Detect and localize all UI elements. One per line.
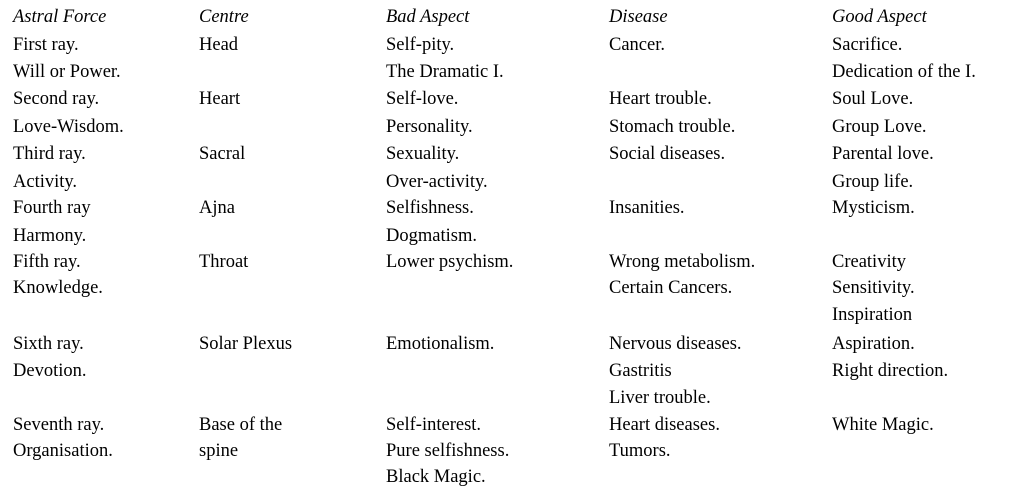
cell-bad-aspect: Self-pity. [386, 35, 455, 55]
cell-good-aspect: Parental love. [832, 144, 934, 164]
cell-disease: Cancer. [609, 35, 665, 55]
cell-bad-aspect: Pure selfishness. [386, 441, 510, 461]
cell-bad-aspect: Emotionalism. [386, 334, 495, 354]
cell-centre: Heart [199, 89, 241, 109]
cell-centre: Ajna [199, 198, 235, 218]
cell-bad-aspect: Self-love. [386, 89, 459, 109]
cell-disease: Gastritis [609, 361, 672, 381]
cell-disease: Wrong metabolism. [609, 252, 756, 272]
cell-disease: Tumors. [609, 441, 671, 461]
cell-disease: Heart trouble. [609, 89, 712, 109]
cell-good-aspect: Right direction. [832, 361, 949, 381]
cell-good-aspect: Sensitivity. [832, 278, 915, 298]
cell-good-aspect: Group Love. [832, 117, 927, 137]
cell-disease: Heart diseases. [609, 415, 720, 435]
cell-disease: Stomach trouble. [609, 117, 736, 137]
header-good-aspect: Good Aspect [832, 7, 927, 27]
cell-astral-force: Fourth ray [13, 198, 91, 218]
cell-good-aspect: Mysticism. [832, 198, 915, 218]
cell-disease: Certain Cancers. [609, 278, 733, 298]
cell-bad-aspect: Self-interest. [386, 415, 482, 435]
cell-bad-aspect: Over-activity. [386, 172, 488, 192]
cell-disease: Insanities. [609, 198, 685, 218]
cell-centre: Base of the [199, 415, 283, 435]
cell-astral-force: Sixth ray. [13, 334, 84, 354]
header-astral-force: Astral Force [13, 7, 107, 27]
cell-disease: Nervous diseases. [609, 334, 742, 354]
cell-bad-aspect: Personality. [386, 117, 473, 137]
cell-astral-force: Knowledge. [13, 278, 103, 298]
cell-bad-aspect: Selfishness. [386, 198, 474, 218]
cell-good-aspect: Aspiration. [832, 334, 915, 354]
cell-astral-force: Devotion. [13, 361, 87, 381]
header-disease: Disease [609, 7, 668, 27]
cell-good-aspect: Dedication of the I. [832, 62, 976, 82]
cell-bad-aspect: Black Magic. [386, 467, 486, 487]
cell-bad-aspect: Dogmatism. [386, 226, 477, 246]
cell-centre: Solar Plexus [199, 334, 293, 354]
cell-astral-force: Organisation. [13, 441, 113, 461]
cell-astral-force: Harmony. [13, 226, 87, 246]
header-centre: Centre [199, 7, 249, 27]
cell-bad-aspect: Sexuality. [386, 144, 460, 164]
cell-good-aspect: Creativity [832, 252, 906, 272]
cell-good-aspect: Group life. [832, 172, 914, 192]
header-bad-aspect: Bad Aspect [386, 7, 470, 27]
cell-astral-force: Third ray. [13, 144, 86, 164]
cell-good-aspect: Inspiration [832, 305, 913, 325]
cell-good-aspect: Sacrifice. [832, 35, 903, 55]
cell-disease: Social diseases. [609, 144, 726, 164]
cell-centre: Throat [199, 252, 249, 272]
cell-centre: spine [199, 441, 239, 461]
cell-good-aspect: White Magic. [832, 415, 934, 435]
cell-good-aspect: Soul Love. [832, 89, 914, 109]
cell-bad-aspect: Lower psychism. [386, 252, 514, 272]
cell-astral-force: Activity. [13, 172, 78, 192]
cell-centre: Sacral [199, 144, 246, 164]
cell-astral-force: First ray. [13, 35, 79, 55]
cell-centre: Head [199, 35, 239, 55]
cell-disease: Liver trouble. [609, 388, 711, 408]
cell-bad-aspect: The Dramatic I. [386, 62, 504, 82]
cell-astral-force: Fifth ray. [13, 252, 81, 272]
cell-astral-force: Love-Wisdom. [13, 117, 124, 137]
cell-astral-force: Seventh ray. [13, 415, 105, 435]
cell-astral-force: Second ray. [13, 89, 100, 109]
cell-astral-force: Will or Power. [13, 62, 121, 82]
